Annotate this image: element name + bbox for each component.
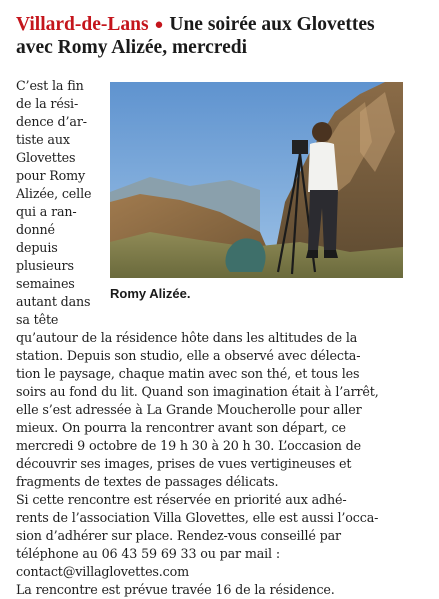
body-line: fragments de textes de passages délicats. xyxy=(16,474,279,489)
body-line: pour Romy xyxy=(16,168,86,183)
body-line: soirs au fond du lit. Quand son imagination était à l’arrêt, xyxy=(16,384,379,399)
headline-title-line2: avec Romy Alizée, mercredi xyxy=(16,37,248,58)
body-line: contact@villaglovettes.com xyxy=(16,564,189,579)
body-line: de la rési- xyxy=(16,96,79,111)
body-line: autant dans xyxy=(16,294,91,309)
camera-icon xyxy=(292,140,308,154)
body-line: qui a ran- xyxy=(16,204,77,219)
photo-caption: Romy Alizée. xyxy=(110,286,191,301)
body-line: tion le paysage, chaque matin avec son thé, et tous les xyxy=(16,366,360,381)
body-line: mieux. On pourra la rencontrer avant son départ, ce xyxy=(16,420,346,435)
mountain-photo-illustration xyxy=(110,82,403,278)
article-photo xyxy=(110,82,403,278)
body-line: C’est la fin xyxy=(16,78,84,93)
headline-title-line1: Une soirée aux Glovettes xyxy=(169,14,375,35)
article-headline xyxy=(16,14,426,58)
body-line: station. Depuis son studio, elle a observé avec délecta- xyxy=(16,348,361,363)
body-line: sa tête xyxy=(16,312,59,327)
body-line: elle s’est adressée à La Grande Moucherolle pour aller xyxy=(16,402,362,417)
body-line: semaines xyxy=(16,276,75,291)
body-line: rents de l’association Villa Glovettes, elle est aussi l’occa- xyxy=(16,510,379,525)
red-bullet-icon: ● xyxy=(154,17,164,33)
body-line: plusieurs xyxy=(16,258,74,273)
body-line: qu’autour de la résidence hôte dans les altitudes de la xyxy=(16,330,358,345)
body-line: Si cette rencontre est réservée en priorité aux adhé- xyxy=(16,492,347,507)
location-kicker: Villard-de-Lans xyxy=(16,14,149,35)
body-line: mercredi 9 octobre de 19 h 30 à 20 h 30. L’occasion de xyxy=(16,438,361,453)
body-line: depuis xyxy=(16,240,58,255)
body-line: sion d’adhérer sur place. Rendez-vous conseillé par xyxy=(16,528,341,543)
body-line: Alizée, celle xyxy=(16,186,92,201)
body-line: donné xyxy=(16,222,55,237)
body-line: La rencontre est prévue travée 16 de la résidence. xyxy=(16,582,335,597)
body-line: tiste aux xyxy=(16,132,70,147)
body-line: Glovettes xyxy=(16,150,76,165)
body-line: dence d’ar- xyxy=(16,114,87,129)
body-line: découvrir ses images, prises de vues vertigineuses et xyxy=(16,456,352,471)
body-line: téléphone au 06 43 59 69 33 ou par mail : xyxy=(16,546,280,561)
